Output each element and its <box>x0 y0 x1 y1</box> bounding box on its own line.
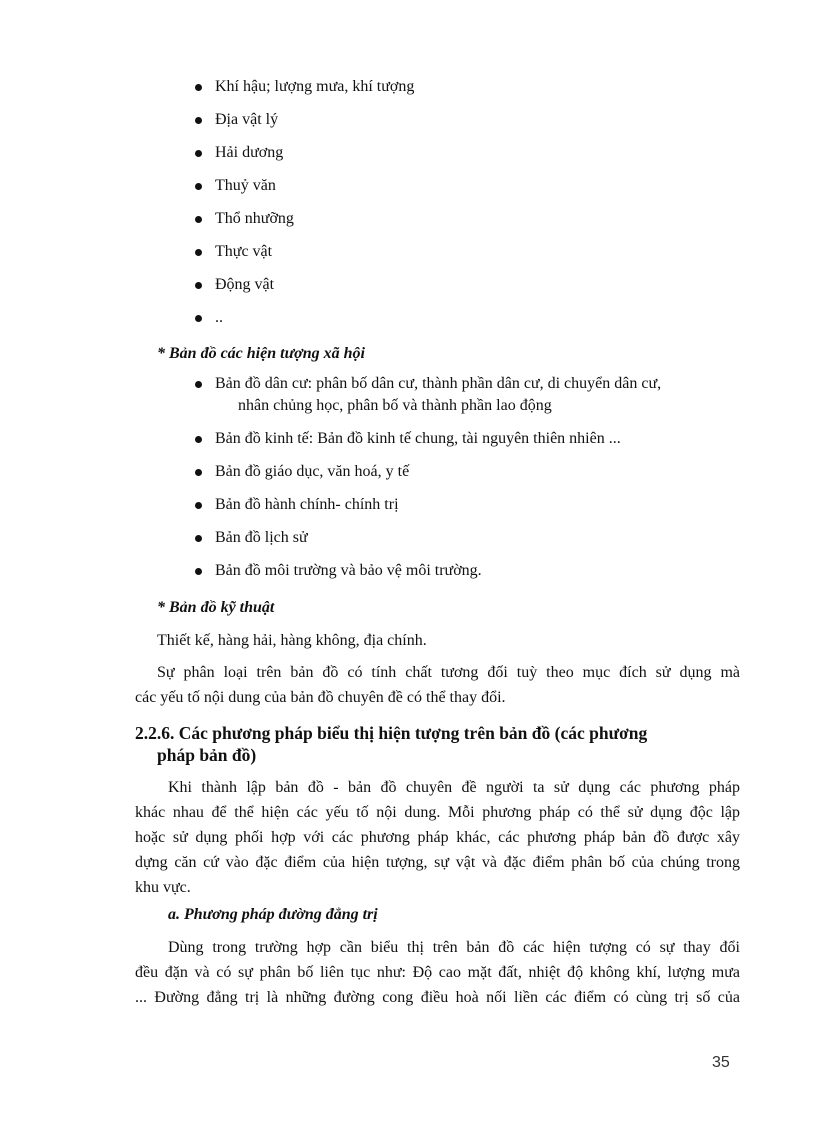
list-item: Hải dương <box>195 142 755 175</box>
bullet-icon <box>195 117 202 124</box>
bullet-icon <box>195 282 202 289</box>
social-maps-heading: * Bản đồ các hiện tượng xã hội <box>157 345 365 362</box>
bullet-icon <box>195 502 202 509</box>
subsection-paragraph: Dùng trong trường hợp cần biểu thị trên bản đồ các hiện tượng có sự thay đổi đều đặn và có sự phân bố liên tục như: Độ cao mặt đất, nhiệt độ không khí, lượng mưa ... Đường đẳng trị là những đường cong điều hoà nối liền các điểm có cùng trị số của <box>135 939 740 1006</box>
bullet-icon <box>195 84 202 91</box>
bullet-icon <box>195 315 202 322</box>
bullet-icon <box>195 216 202 223</box>
list-item: Bản đồ kinh tế: Bản đồ kinh tế chung, tài nguyên thiên nhiên ... <box>195 428 740 450</box>
bullet-icon <box>195 150 202 157</box>
list-item: Bản đồ hành chính- chính trị <box>195 494 740 516</box>
list-item: Khí hậu; lượng mưa, khí tượng <box>195 76 755 109</box>
section-heading: 2.2.6. Các phương pháp biểu thị hiện tượng trên bản đồ (các phương pháp bản đồ) <box>135 723 648 765</box>
bullet-icon <box>195 381 202 388</box>
list-item: Bản đồ môi trường và bảo vệ môi trường. <box>195 560 740 582</box>
subsection-heading: a. Phương pháp đường đẳng trị <box>168 906 378 923</box>
list-item: Bản đồ dân cư: phân bố dân cư, thành phần dân cư, di chuyển dân cư, nhân chủng học, phân bố và thành phần lao động <box>195 373 740 417</box>
section-paragraph: Khi thành lập bản đồ - bản đồ chuyên đề người ta sử dụng các phương pháp khác nhau để thể hiện các yếu tố nội dung. Mỗi phương pháp có thể sử dụng độc lập hoặc sử dụng phối hợp với các phương pháp khác, các phương pháp bản đồ được xây dựng căn cứ vào đặc điểm của hiện tượng, sự vật và đặc điểm phân bố của chúng trong khu vực. <box>135 779 740 896</box>
list-item: Bản đồ lịch sử <box>195 527 740 549</box>
list-item: Bản đồ giáo dục, văn hoá, y tế <box>195 461 740 483</box>
list-item: Thuỷ văn <box>195 175 755 208</box>
list-item: Động vật <box>195 274 755 307</box>
bullet-icon <box>195 183 202 190</box>
natural-phenomena-list <box>195 76 755 340</box>
bullet-icon <box>195 249 202 256</box>
classification-paragraph: Sự phân loại trên bản đồ có tính chất tương đối tuỳ theo mục đích sử dụng mà các yếu tố nội dung của bản đồ chuyên đề có thể thay đổi. <box>135 664 740 706</box>
bullet-icon <box>195 535 202 542</box>
list-item: Thổ nhưỡng <box>195 208 755 241</box>
technical-maps-heading: * Bản đồ kỹ thuật <box>157 599 275 616</box>
list-item: .. <box>195 307 755 340</box>
list-item: Địa vật lý <box>195 109 755 142</box>
bullet-icon <box>195 436 202 443</box>
page-number: 35 <box>712 1054 730 1071</box>
bullet-icon <box>195 469 202 476</box>
social-phenomena-list <box>195 373 740 593</box>
list-item: Thực vật <box>195 241 755 274</box>
bullet-icon <box>195 568 202 575</box>
technical-maps-text: Thiết kế, hàng hải, hàng không, địa chính. <box>157 632 427 649</box>
